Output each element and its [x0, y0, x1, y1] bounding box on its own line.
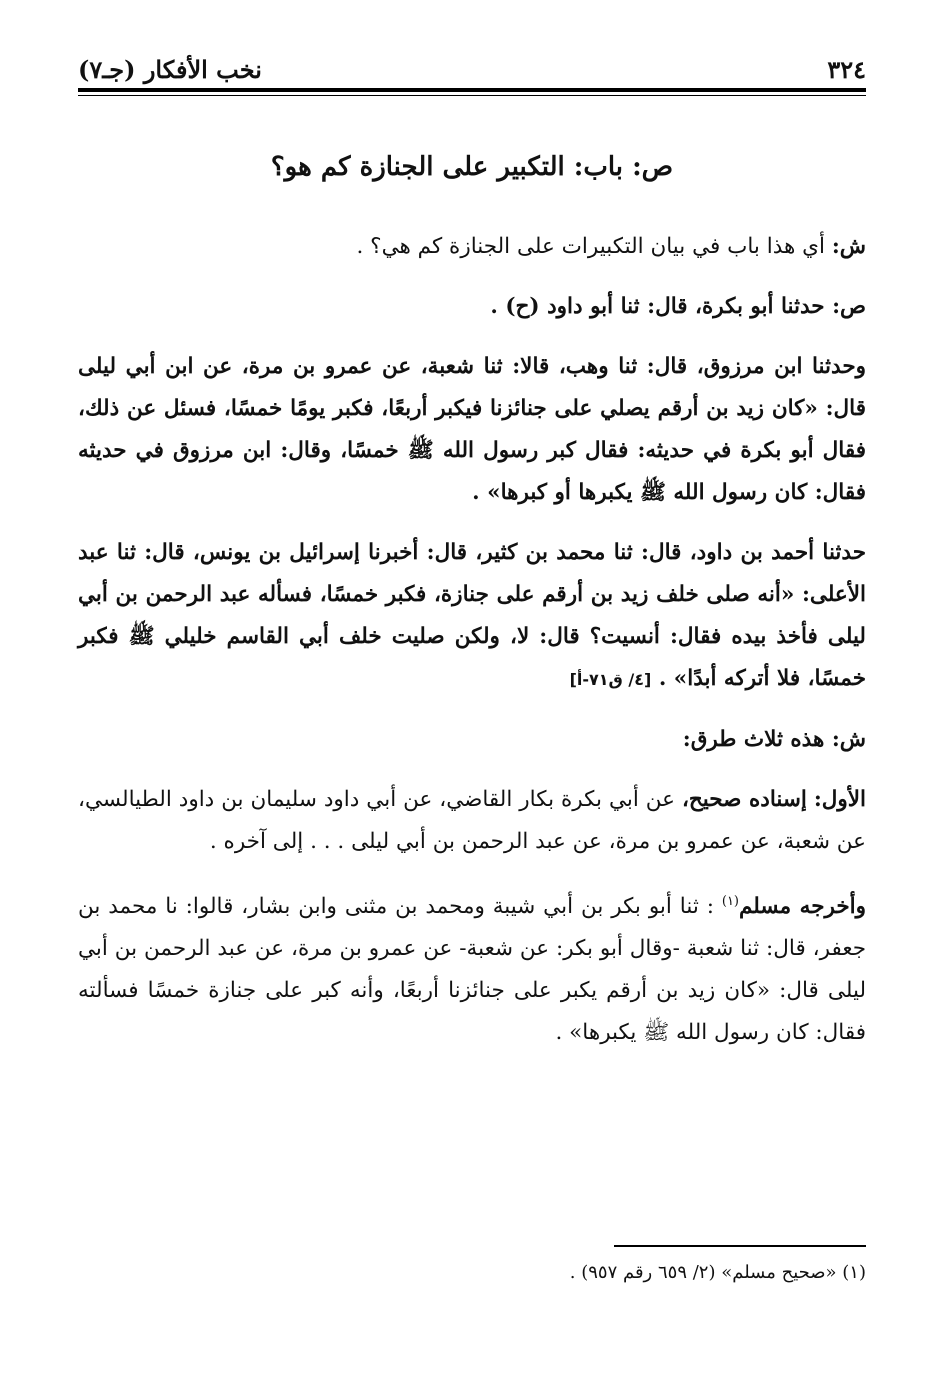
paragraph-label: ش: [831, 234, 866, 259]
paragraph-text: : ثنا أبو بكر بن أبي شيبة ومحمد بن مثنى وابن بشار، قالوا: نا محمد بن جعفر، قال: ثنا شعبة -وقال أبو بكر: عن شعبة- عن عمرو بن مرة، عن عبد الرحمن بن أبي ليلى قال: «كان زيد بن أرقم يكبر على جنائزنا أربعًا، وأنه كبر على جنازة خمسًا فسألته فقال: كان رسول الله ﷺ يكبرها» . [78, 894, 866, 1046]
chapter-title: ص: باب: التكبير على الجنازة كم هو؟ [270, 152, 674, 182]
paragraph-text: حدثنا أحمد بن داود، قال: ثنا محمد بن كثير، قال: أخبرنا إسرائيل بن يونس، قال: ثنا عبد الأعلى: «أنه صلى خلف زيد بن أرقم على جنازة، فكبر خمسًا، فسأله عبد الرحمن بن أبي ليلى فأخذ بيده فقال: أنسيت؟ قال: لا، ولكن صليت خلف أبي القاسم خليلي ﷺ فكبر خمسًا، فلا أتركه أبدًا» . [78, 540, 866, 691]
paragraph-5 [78, 719, 866, 761]
header-rule-thin [78, 95, 866, 96]
paragraph-4 [78, 532, 866, 701]
paragraph-6 [78, 779, 866, 863]
footnote-rule [614, 1245, 866, 1247]
paragraph-text: عن أبي بكرة بكار القاضي، عن أبي داود سليمان بن داود الطيالسي، عن شعبة، عن عمرو بن مرة، عن عبد الرحمن بن أبي ليلى . . . إلى آخره . [78, 787, 866, 854]
manuscript-reference: [٤/ ق٧١-أ] [569, 670, 652, 689]
book-title: نخب الأفكار (جـ٧) [78, 55, 262, 84]
paragraph-7 [78, 881, 866, 1054]
paragraph-2 [78, 286, 866, 328]
main-text [78, 226, 866, 1072]
paragraph-text: حدثنا أبو بكرة، قال: ثنا أبو داود (ح) . [490, 294, 825, 319]
paragraph-label: ش: [831, 727, 866, 752]
paragraph-1 [78, 226, 866, 268]
paragraph-label: الأول: [813, 787, 866, 812]
paragraph-text: وحدثنا ابن مرزوق، قال: ثنا وهب، قالا: ثنا شعبة، عن عمرو بن مرة، عن ابن أبي ليلى قال: «كان زيد بن أرقم يصلي على جنائزنا فيكبر أربعًا، فكبر يومًا خمسًا، فسئل عن ذلك، فقال أبو بكرة في حديثه: فقال كبر رسول الله ﷺ خمسًا، وقال: ابن مرزوق في حديثه فقال: كان رسول الله ﷺ يكبرها أو كبرها» . [78, 354, 866, 505]
paragraph-text: أي هذا باب في بيان التكبيرات على الجنازة كم هي؟ . [356, 234, 825, 259]
footnote: (١) «صحيح مسلم» (٢/ ٦٥٩ رقم ٩٥٧) . [569, 1262, 866, 1283]
paragraph-label: ص: [832, 294, 866, 319]
page-header [78, 44, 866, 84]
paragraph-label: وأخرجه مسلم [739, 894, 866, 920]
paragraph-bold-part: إسناده صحيح، [681, 787, 807, 812]
header-rule-thick [78, 88, 866, 92]
paragraph-3 [78, 346, 866, 514]
footnote-marker: (١) [721, 894, 739, 909]
paragraph-text: هذه ثلاث طرق: [682, 727, 825, 752]
page-number: ٣٢٤ [827, 55, 866, 84]
